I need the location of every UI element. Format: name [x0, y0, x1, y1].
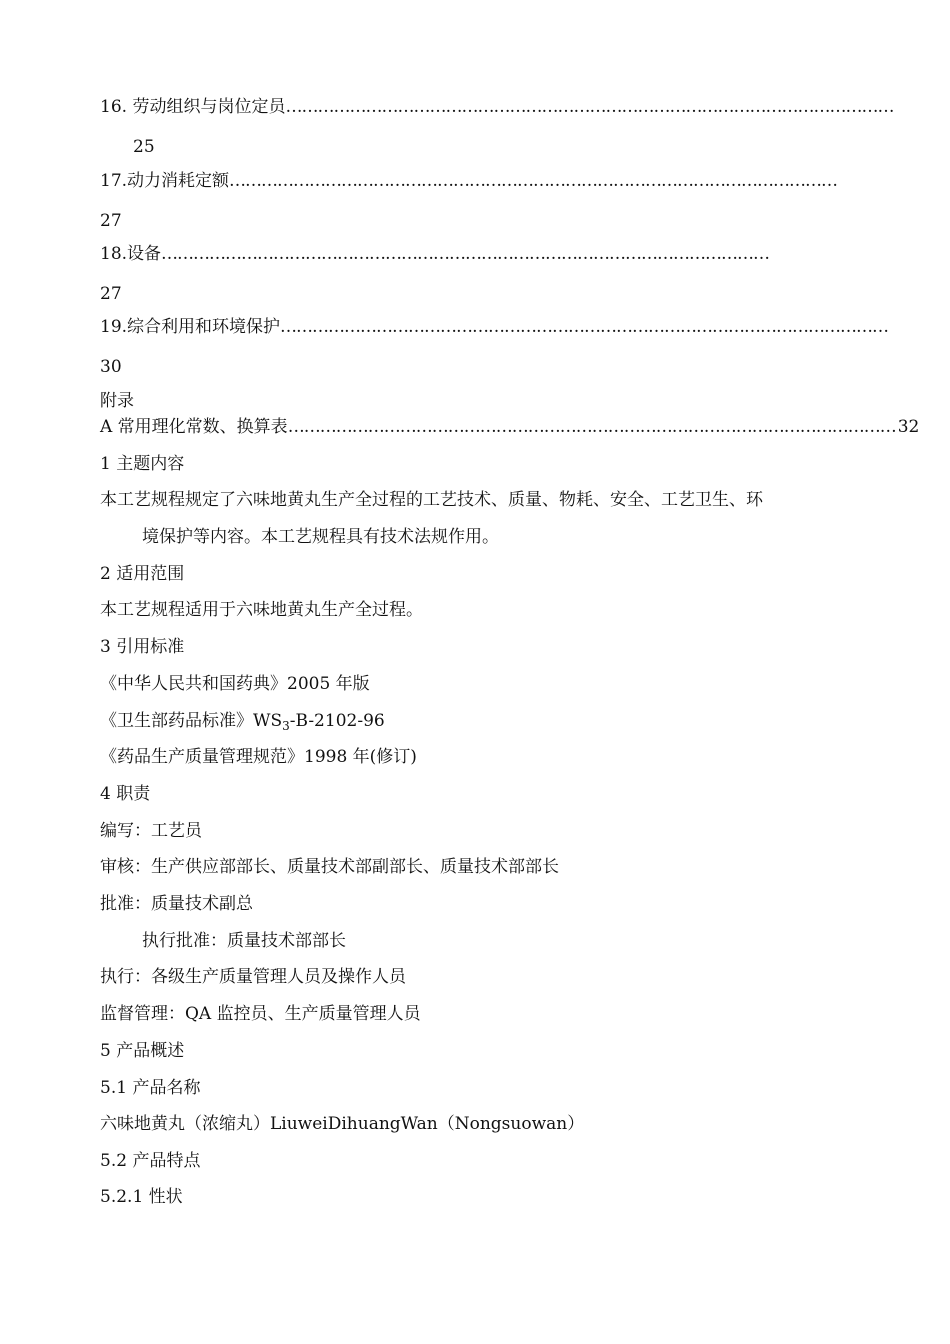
section-5-2-1-title: 5.2.1 性状	[100, 1187, 183, 1207]
toc-leader-dots: ……………………………………………………………………………………………………	[287, 417, 896, 437]
product-name: 六味地黄丸（浓缩丸）LiuweiDihuangWan（Nongsuowan）	[100, 1114, 585, 1134]
toc-item-label: 19.综合利用和环境保护	[100, 317, 281, 337]
toc-item-label: A 常用理化常数、换算表	[100, 417, 288, 437]
duty-approve: 批准：质量技术副总	[100, 894, 253, 914]
reference-pharmacopoeia: 《中华人民共和国药典》2005 年版	[100, 674, 370, 694]
toc-item-label: 16. 劳动组织与岗位定员	[100, 97, 286, 117]
toc-page-number: 32	[897, 417, 920, 437]
reference-ministry-standard	[100, 710, 385, 732]
reference-subscript: 3	[282, 719, 290, 733]
duty-write: 编写：工艺员	[100, 821, 202, 841]
section-2-text: 本工艺规程适用于六味地黄丸生产全过程。	[100, 600, 423, 620]
toc-item-19	[100, 316, 889, 338]
section-3-title: 3 引用标准	[100, 637, 185, 657]
toc-page-number: 25	[133, 137, 155, 157]
duty-execution-approve: 执行批准：质量技术部部长	[142, 931, 346, 951]
section-1-title: 1 主题内容	[100, 454, 185, 474]
section-4-title: 4 职责	[100, 784, 151, 804]
section-2-title: 2 适用范围	[100, 564, 185, 584]
toc-item-17	[100, 170, 838, 192]
toc-page-number: 27	[100, 211, 122, 231]
toc-leader-dots: ……………………………………………………………………………………………………	[161, 244, 770, 264]
section-1-text-cont: 境保护等内容。本工艺规程具有技术法规作用。	[142, 527, 499, 547]
duty-supervise: 监督管理：QA 监控员、生产质量管理人员	[100, 1004, 421, 1024]
duty-review: 审核：生产供应部部长、质量技术部副部长、质量技术部部长	[100, 857, 559, 877]
toc-leader-dots: ……………………………………………………………………………………………………	[229, 171, 838, 191]
appendix-heading: 附录	[100, 391, 134, 411]
toc-page-number: 27	[100, 284, 122, 304]
reference-text: -B-2102-96	[289, 711, 385, 731]
section-1-text: 本工艺规程规定了六味地黄丸生产全过程的工艺技术、质量、物耗、安全、工艺卫生、环	[100, 490, 763, 510]
toc-leader-dots: ……………………………………………………………………………………………………	[280, 317, 889, 337]
toc-leader-dots: ……………………………………………………………………………………………………	[285, 97, 894, 117]
section-5-2-title: 5.2 产品特点	[100, 1151, 201, 1171]
toc-item-label: 18.设备	[100, 244, 162, 264]
toc-item-16	[100, 96, 894, 118]
toc-appendix-a	[100, 416, 920, 438]
reference-text: 《卫生部药品标准》WS	[100, 711, 283, 731]
reference-gmp: 《药品生产质量管理规范》1998 年(修订)	[100, 747, 417, 767]
duty-execute: 执行：各级生产质量管理人员及操作人员	[100, 967, 406, 987]
section-5-1-title: 5.1 产品名称	[100, 1078, 201, 1098]
toc-page-number: 30	[100, 357, 122, 377]
toc-item-18	[100, 243, 830, 265]
toc-item-label: 17.动力消耗定额	[100, 171, 230, 191]
section-5-title: 5 产品概述	[100, 1041, 185, 1061]
